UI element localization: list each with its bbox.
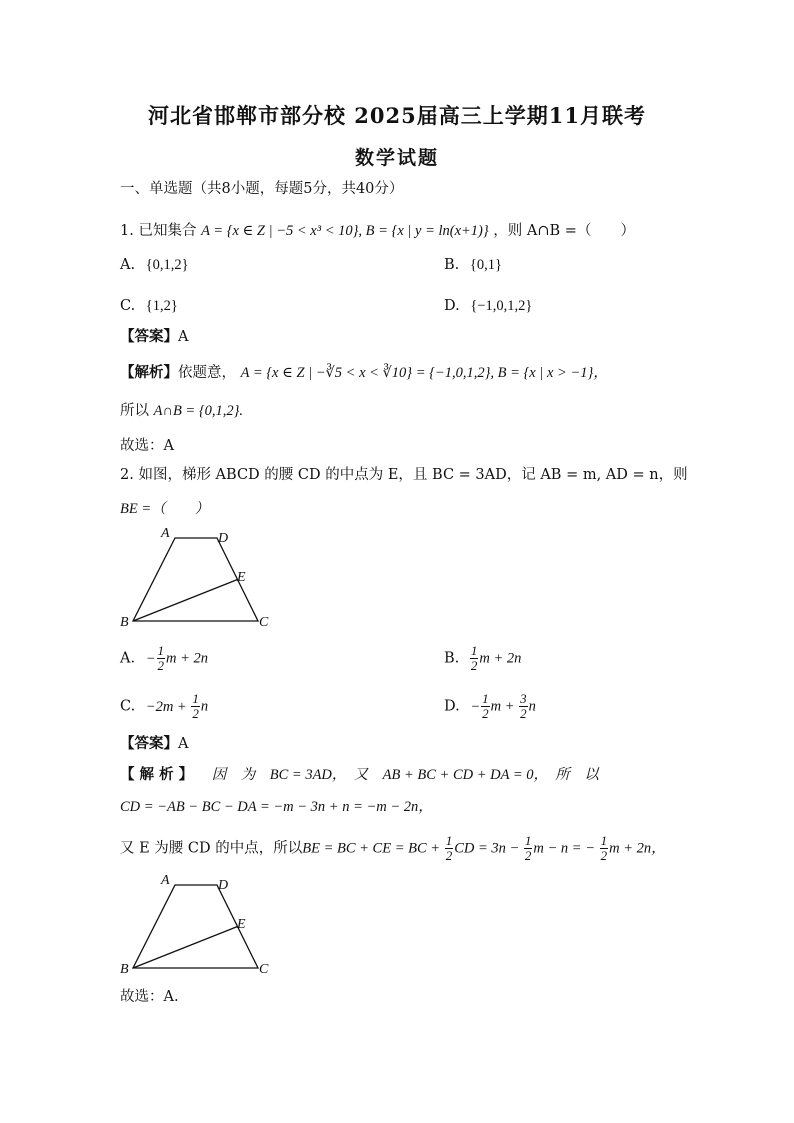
- analysis-math: CD = −AB − BC − DA = −m − 3n + n = −m − 2n，: [120, 799, 433, 815]
- option-label: D.: [444, 298, 460, 314]
- numerator: 1: [482, 691, 489, 706]
- option-label: B.: [444, 650, 460, 667]
- q1-choose: 故选：A: [120, 438, 174, 454]
- analysis-text: 又 E 为腰 CD 的中点，所以: [120, 840, 303, 857]
- vertex-a-label: A: [161, 526, 170, 541]
- q1-answer: [120, 328, 188, 346]
- option-label: C.: [120, 698, 136, 715]
- vertex-d-label: D: [218, 531, 229, 546]
- fraction: [524, 834, 533, 863]
- option-value: {1,2}: [145, 298, 178, 314]
- q1-stem-prefix: 1. 已知集合: [120, 223, 197, 239]
- analysis-label: 【 解 析 】: [120, 766, 194, 783]
- q1-sets: A = {x ∈ Z | −5 < x³ < 10}, B = {x | y = ln(x+1)}: [201, 223, 489, 239]
- conclusion-text: 所以: [120, 403, 149, 419]
- vertex-b-label: B: [120, 615, 129, 630]
- numerator: 3: [520, 691, 527, 706]
- q1-stem: [120, 222, 635, 240]
- q2-option-a: [120, 644, 208, 673]
- answer-label: 【答案】: [120, 735, 178, 752]
- analysis-math: CD = 3n −: [454, 840, 523, 857]
- denominator: 2: [524, 848, 532, 863]
- q1-option-d: [444, 297, 532, 315]
- option-lead: −2m +: [145, 698, 191, 715]
- option-rest: n: [200, 698, 209, 715]
- q2-analysis-line3: [120, 834, 666, 863]
- fraction: [445, 834, 454, 863]
- denominator: 2: [470, 658, 478, 673]
- q2-stem-tail: [120, 500, 209, 518]
- conclusion-math: A∩B = {0,1,2}.: [153, 403, 244, 419]
- q2-analysis-line1: [120, 766, 599, 784]
- q2-option-b: [444, 644, 521, 673]
- analysis-math: m − n = −: [533, 840, 599, 857]
- trapezoid-figure: [115, 525, 285, 635]
- option-rest: m + 2n: [166, 650, 209, 667]
- section-heading: 一、单选题（共8小题，每题5分，共40分）: [120, 181, 404, 197]
- segment-be: [133, 580, 238, 622]
- answer-value: A: [178, 329, 189, 345]
- analysis-label: 【解析】: [120, 364, 178, 381]
- q1-option-b: [444, 256, 502, 274]
- segment-be: [133, 927, 238, 969]
- q1-option-c: [120, 297, 178, 315]
- option-value: {0,1}: [469, 257, 502, 273]
- fraction: [600, 834, 609, 863]
- option-rest: m + 2n: [479, 650, 522, 667]
- option-value: {−1,0,1,2}: [470, 298, 533, 314]
- q2-choose: 故选：A.: [120, 989, 179, 1005]
- q2-option-d: [444, 692, 536, 721]
- numerator: 1: [600, 833, 608, 848]
- option-label: C.: [120, 298, 136, 314]
- q1-conclusion: [120, 402, 243, 420]
- q2-stem-tail-math: BE =（ ）: [120, 501, 210, 517]
- fraction: [481, 692, 490, 721]
- page-title: 河北省邯郸市部分校 2025届高三上学期11月联考: [148, 103, 646, 128]
- answer-label: 【答案】: [120, 328, 178, 345]
- vertex-c-label: C: [259, 962, 269, 977]
- analysis-math: BE = BC + CE = BC +: [302, 840, 444, 857]
- vertex-e-label: E: [237, 917, 246, 932]
- option-rest: n: [528, 698, 536, 715]
- option-label: A.: [120, 257, 136, 273]
- fraction: [191, 692, 200, 721]
- fraction: [157, 644, 166, 673]
- vertex-b-label: B: [120, 962, 129, 977]
- q2-analysis-line2: [120, 798, 433, 816]
- analysis-math: m + 2n，: [609, 840, 666, 857]
- option-value: {0,1,2}: [145, 257, 189, 273]
- page-subtitle: 数学试题: [354, 147, 439, 169]
- vertex-d-label: D: [218, 878, 229, 893]
- option-mid: m +: [490, 698, 519, 715]
- denominator: 2: [520, 706, 527, 721]
- q2-stem: 2. 如图，梯形 ABCD 的腰 CD 的中点为 E，且 BC = 3AD，记 AB = m, AD = n，则: [120, 467, 688, 483]
- trapezoid-figure-repeat: [115, 872, 285, 982]
- analysis-math: A = {x ∈ Z | −∛5 < x < ∛10} = {−1,0,1,2}, B = {x | x > −1}，: [240, 365, 608, 381]
- option-label: B.: [444, 257, 460, 273]
- denominator: 2: [445, 848, 453, 863]
- option-label: D.: [444, 698, 460, 715]
- q1-analysis: [120, 364, 608, 382]
- denominator: 2: [600, 848, 608, 863]
- denominator: 2: [482, 706, 489, 721]
- denominator: 2: [192, 706, 199, 721]
- numerator: 1: [445, 833, 453, 848]
- analysis-text: 因 为 BC = 3AD， 又 AB + BC + CD + DA = 0， 所 以: [211, 767, 599, 783]
- q1-stem-suffix: ，则 A∩B =（ ）: [493, 223, 635, 239]
- answer-value: A: [178, 736, 189, 752]
- option-lead: −: [470, 698, 481, 715]
- numerator: 1: [524, 833, 532, 848]
- numerator: 1: [157, 643, 164, 658]
- q2-option-c: [120, 692, 208, 721]
- numerator: 1: [192, 691, 199, 706]
- fraction: [519, 692, 528, 721]
- analysis-text: 依题意，: [178, 365, 236, 381]
- vertex-c-label: C: [259, 615, 269, 630]
- vertex-e-label: E: [237, 570, 246, 585]
- denominator: 2: [157, 658, 164, 673]
- option-sign: −: [145, 650, 156, 667]
- vertex-a-label: A: [161, 873, 170, 888]
- numerator: 1: [470, 643, 478, 658]
- option-label: A.: [120, 650, 136, 667]
- q2-answer: [120, 735, 188, 753]
- fraction: [470, 644, 479, 673]
- q1-option-a: [120, 256, 189, 274]
